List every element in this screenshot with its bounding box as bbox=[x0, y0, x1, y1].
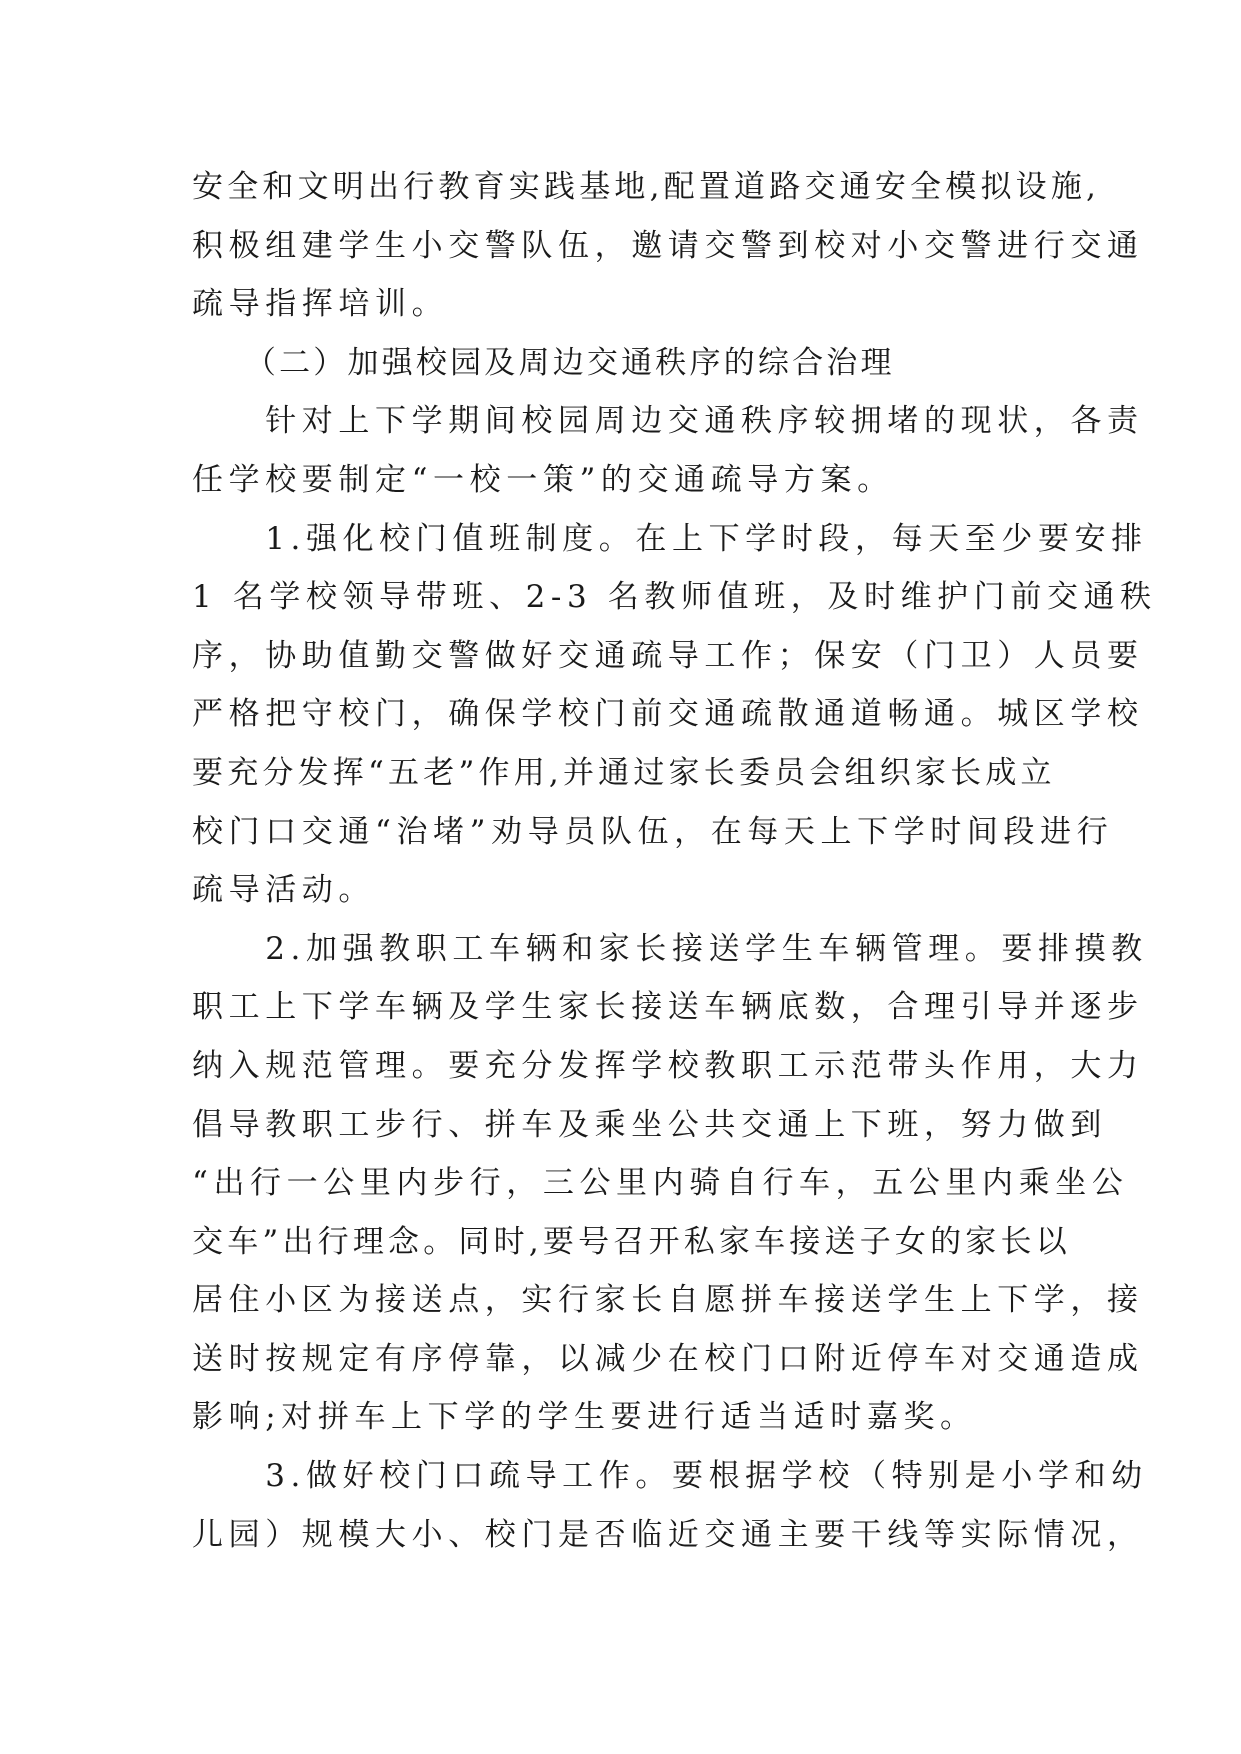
text-line: 1 名学校领导带班、2-3 名教师值班，及时维护门前交通秩 bbox=[192, 579, 1157, 616]
text-line: 疏导指挥培训。 bbox=[192, 286, 449, 323]
text-line: 儿园）规模大小、校门是否临近交通主要干线等实际情况， bbox=[192, 1516, 1144, 1553]
text-line: 严格把守校门，确保学校门前交通疏散通道畅通。城区学校 bbox=[192, 696, 1144, 733]
text-line: 倡导教职工步行、拼车及乘坐公共交通上下班，努力做到 bbox=[192, 1106, 1107, 1143]
text-line: 针对上下学期间校园周边交通秩序较拥堵的现状，各责 bbox=[192, 403, 1144, 440]
text-line: 居住小区为接送点，实行家长自愿拼车接送学生上下学，接 bbox=[192, 1282, 1144, 1319]
text-line: 纳入规范管理。要充分发挥学校教职工示范带头作用，大力 bbox=[192, 1047, 1144, 1084]
text-line: 要充分发挥“五老”作用,并通过家长委员会组织家长成立 bbox=[192, 754, 1056, 791]
text-line: 1.强化校门值班制度。在上下学时段，每天至少要安排 bbox=[192, 520, 1148, 557]
text-line: 任学校要制定“一校一策”的交通疏导方案。 bbox=[192, 461, 894, 498]
text-line: 影响;对拼车上下学的学生要进行适当适时嘉奖。 bbox=[192, 1399, 977, 1436]
text-line: 疏导活动。 bbox=[192, 872, 375, 909]
text-line: 安全和文明出行教育实践基地,配置道路交通安全模拟设施, bbox=[192, 169, 1101, 205]
body-text bbox=[192, 158, 1157, 1564]
text-line: 3.做好校门口疏导工作。要根据学校（特别是小学和幼 bbox=[192, 1458, 1148, 1495]
text-line: 职工上下学车辆及学生家长接送车辆底数，合理引导并逐步 bbox=[192, 989, 1144, 1026]
text-line: “出行一公里内步行，三公里内骑自行车，五公里内乘坐公 bbox=[192, 1165, 1129, 1202]
section-heading: （二）加强校园及周边交通秩序的综合治理 bbox=[192, 344, 895, 381]
text-line: 序，协助值勤交警做好交通疏导工作；保安（门卫）人员要 bbox=[192, 637, 1144, 674]
text-line: 积极组建学生小交警队伍，邀请交警到校对小交警进行交通 bbox=[192, 227, 1144, 264]
text-line: 校门口交通“治堵”劝导员队伍，在每天上下学时间段进行 bbox=[192, 813, 1114, 850]
text-line: 送时按规定有序停靠，以减少在校门口附近停车对交通造成 bbox=[192, 1340, 1144, 1377]
text-line: 交车”出行理念。同时,要号召开私家车接送子女的家长以 bbox=[192, 1223, 1071, 1260]
text-line: 2.加强教职工车辆和家长接送学生车辆管理。要排摸教 bbox=[192, 930, 1148, 967]
